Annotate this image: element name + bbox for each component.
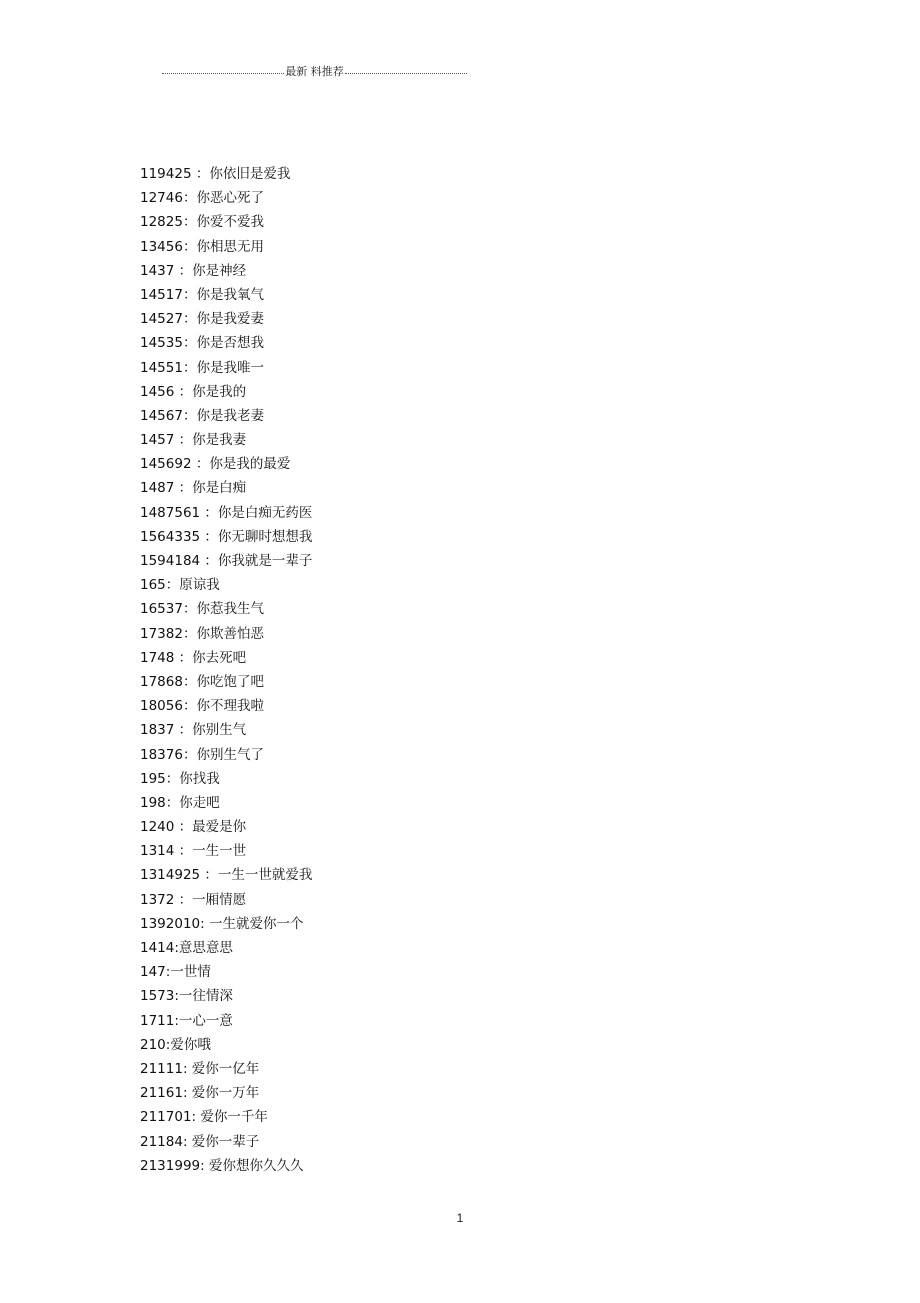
list-item: 14535：你是否想我 <box>140 335 264 352</box>
list-item: 1748 ：你去死吧 <box>140 649 247 666</box>
list-item: 1437 ：你是神经 <box>140 262 247 279</box>
list-item: 1457 ：你是我妻 <box>140 432 247 449</box>
header-dotted-leader-right <box>345 73 467 74</box>
header-title: 最新 料推荐 <box>285 65 344 78</box>
list-item: 1837 ：你别生气 <box>140 722 247 739</box>
list-item: 210:爱你哦 <box>140 1036 211 1053</box>
list-item: 1594184 ：你我就是一辈子 <box>140 553 313 569</box>
list-item: 1392010: 一生就爱你一个 <box>140 915 304 932</box>
list-item: 21161: 爱你一万年 <box>140 1085 260 1102</box>
list-item: 12746：你恶心死了 <box>140 190 264 207</box>
list-item: 1240 ：最爱是你 <box>140 819 247 836</box>
list-item: 1487561 ：你是白痴无药医 <box>140 504 313 521</box>
list-item: 147:一世情 <box>140 964 211 981</box>
list-item: 14517：你是我氧气 <box>140 286 264 303</box>
list-item: 1487 ：你是白痴 <box>140 480 247 497</box>
list-item: 16537：你惹我生气 <box>140 601 264 618</box>
list-item: 2131999: 爱你想你久久久 <box>140 1157 304 1174</box>
header-dotted-leader-left <box>162 73 284 74</box>
list-item: 165：原谅我 <box>140 577 220 594</box>
list-item: 14551：你是我唯一 <box>140 359 264 376</box>
list-item: 21111: 爱你一亿年 <box>140 1060 260 1077</box>
list-item: 1573:一往情深 <box>140 988 233 1005</box>
page-header <box>162 64 467 80</box>
list-item: 17382：你欺善怕恶 <box>140 625 264 642</box>
list-item: 14527：你是我爱妻 <box>140 311 264 328</box>
list-item: 195：你找我 <box>140 770 220 787</box>
list-item: 1711:一心一意 <box>140 1012 233 1029</box>
list-item: 198：你走吧 <box>140 794 220 811</box>
page-number: 1 <box>456 1211 464 1225</box>
list-item: 12825：你爱不爱我 <box>140 214 264 231</box>
list-item: 211701: 爱你一千年 <box>140 1109 268 1126</box>
list-item: 1314925 ：一生一世就爱我 <box>140 867 313 884</box>
list-item: 119425 ：你依旧是爱我 <box>140 166 291 182</box>
list-item: 1456 ：你是我的 <box>140 383 247 400</box>
list-item: 1414:意思意思 <box>140 940 233 956</box>
list-item: 1372 ：一厢情愿 <box>140 891 247 908</box>
list-item: 14567：你是我老妻 <box>140 407 264 424</box>
list-item: 1564335 ：你无聊时想想我 <box>140 528 313 545</box>
list-item: 21184: 爱你一辈子 <box>140 1133 260 1150</box>
list-item: 1314 ：一生一世 <box>140 843 247 860</box>
list-item: 18056：你不理我啦 <box>140 698 264 715</box>
list-item: 145692 ：你是我的最爱 <box>140 456 291 473</box>
list-item: 17868：你吃饱了吧 <box>140 673 264 690</box>
code-meaning-list <box>140 163 312 1179</box>
list-item: 13456：你相思无用 <box>140 238 264 255</box>
list-item: 18376：你别生气了 <box>140 746 264 763</box>
